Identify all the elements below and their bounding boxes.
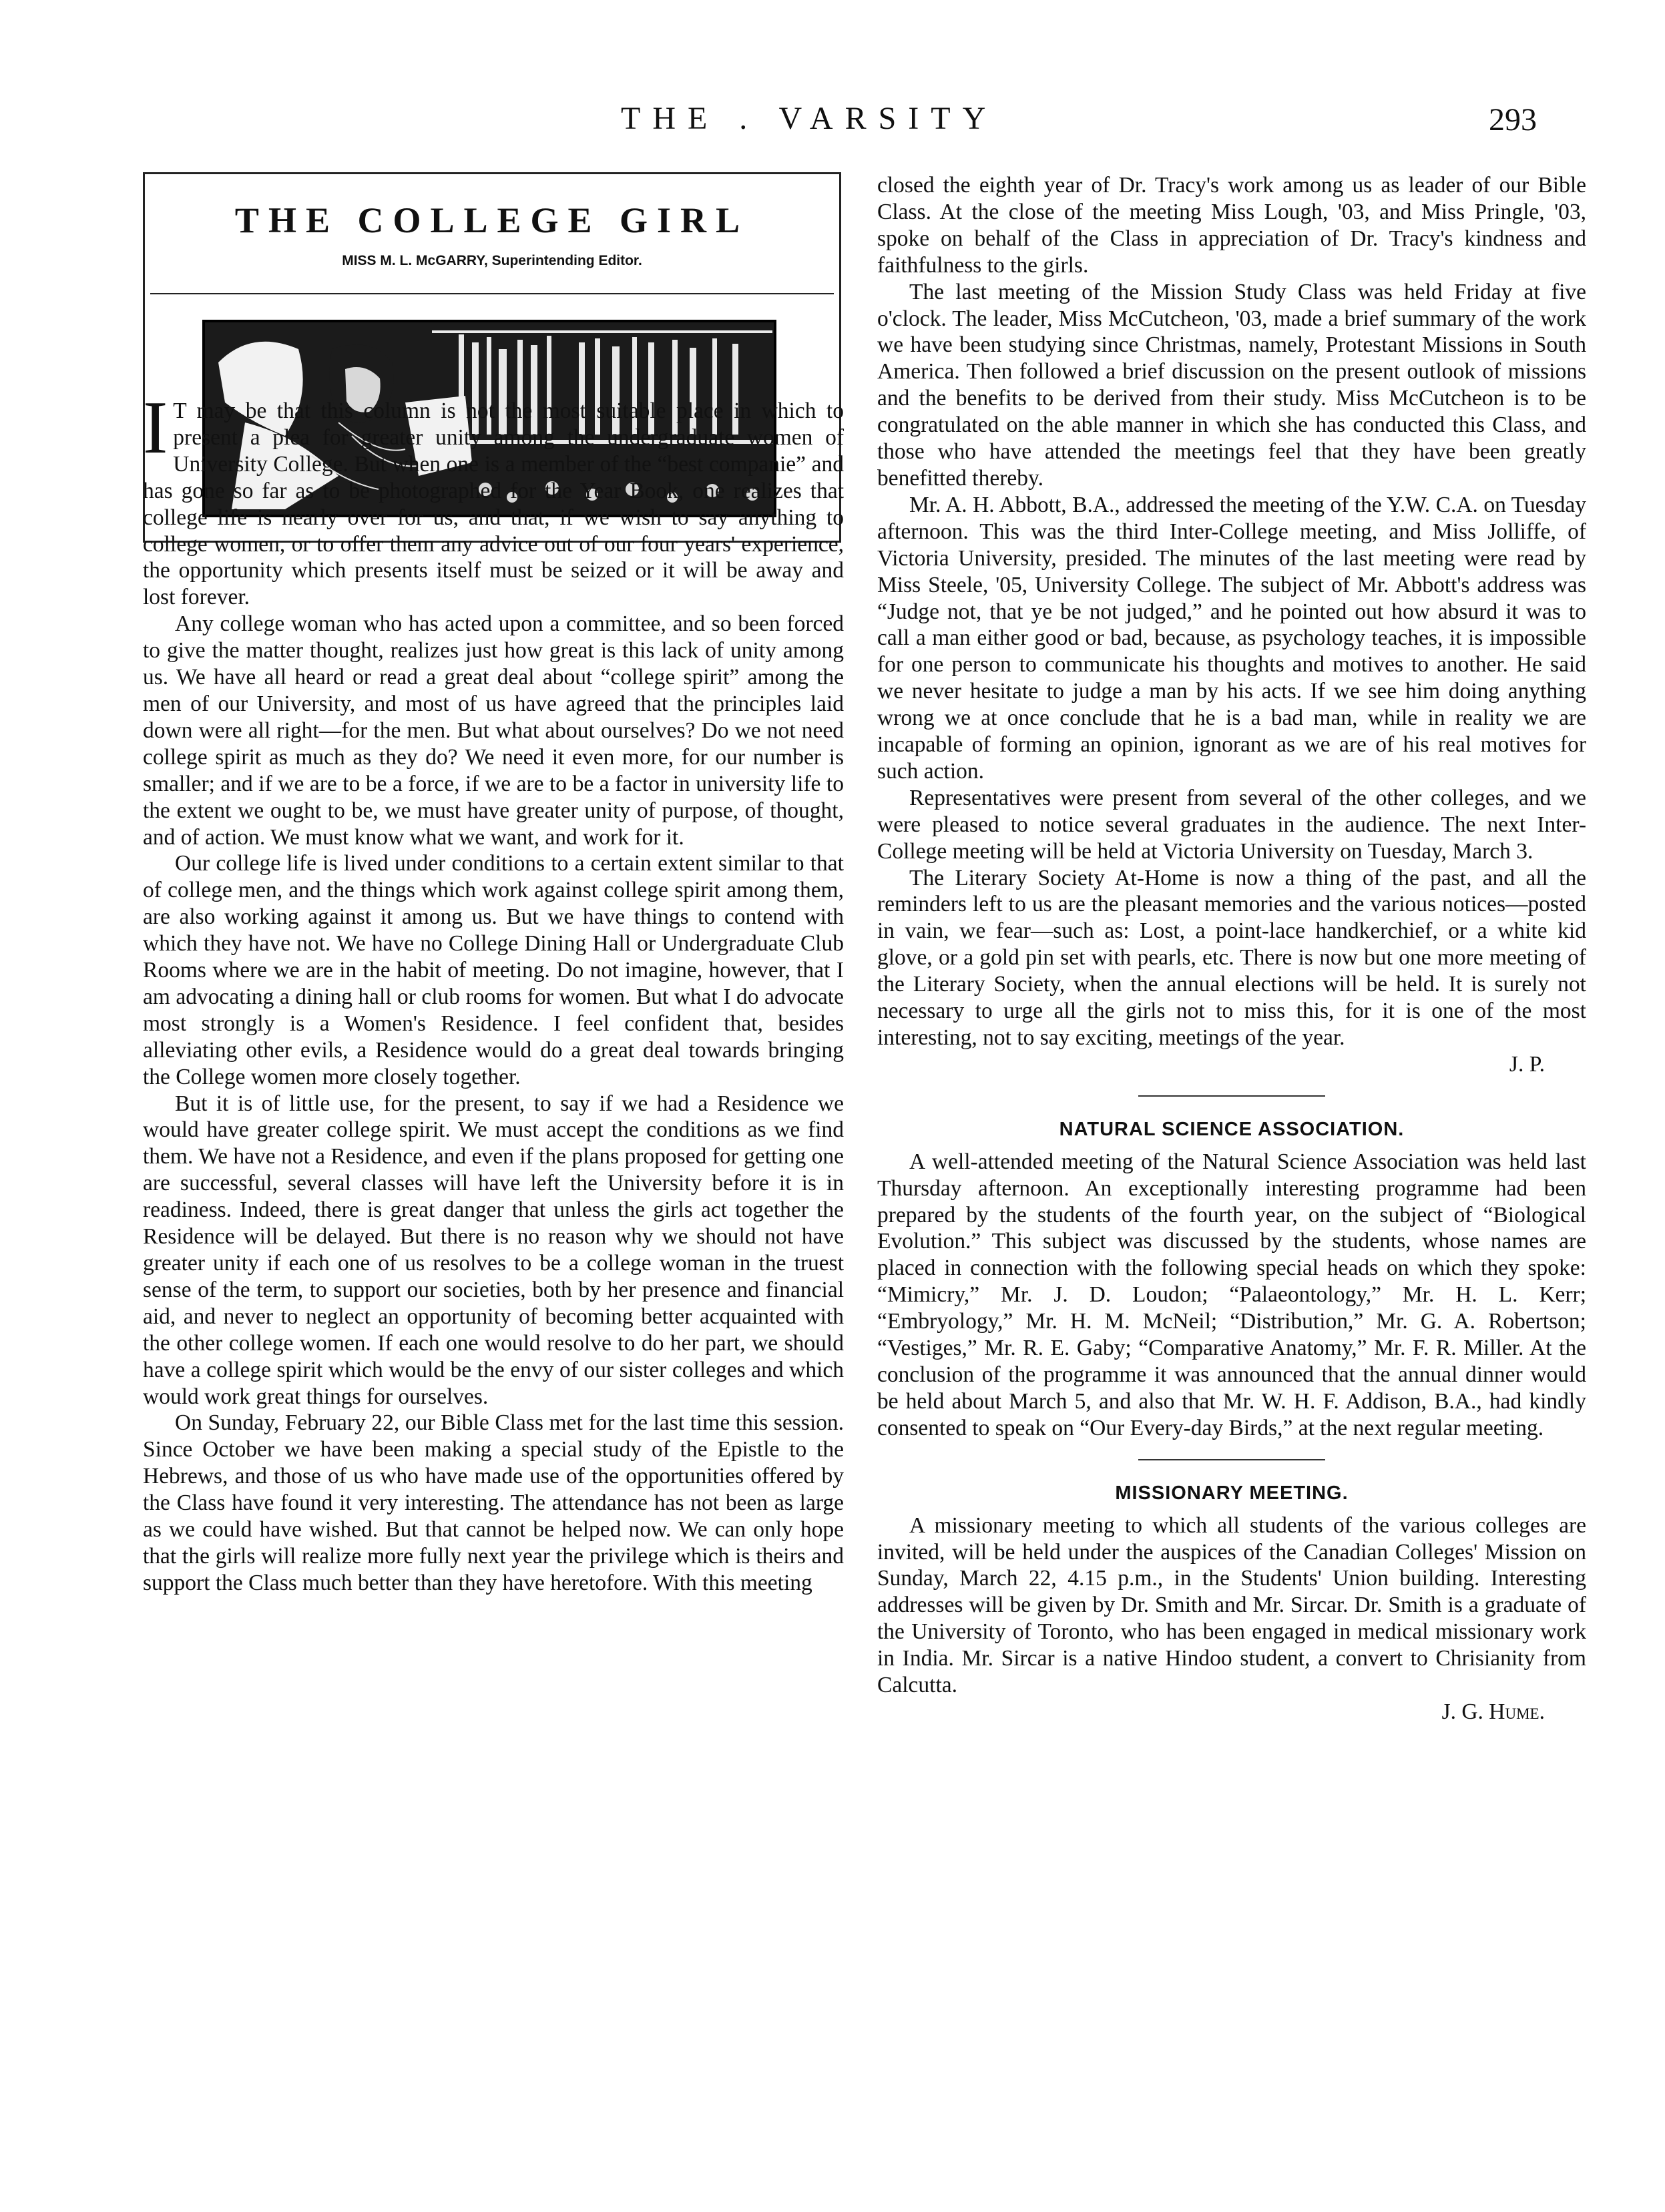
paragraph-college-life: Our college life is lived under conditions to a certain extent similar to that of college men, and the things which work against college spirit among them, are also working against it among us. But we have things to contend with which they have not. We have no College Dining Hall or Undergraduate Club Rooms where we are in the habit of meeting. Do not imagine, however, that I am advocating a dining hall or club rooms for women. But what I do advocate most strongly is a Women's Residence. I feel confident that, besides alleviating other evils, a Residence would do a great deal towards bringing the College women more closely together. [143, 851, 844, 1089]
banner-divider [150, 293, 834, 294]
paragraph-mission-study: The last meeting of the Mission Study Class was held Friday at five o'clock. The leader, Miss McCutcheon, '03, made a brief summary of the work we have been studying since Christmas, namely, Protestant Missions in South America. Then followed a brief discussion on the present outlook of missions and the benefits to be derived from their study. Miss McCutcheon is to be congratulated on the able manner in which she has conducted this Class, and those who have attended the meetings feel that they have been greatly benefitted thereby. [877, 279, 1586, 491]
department-editor-line: MISS M. L. McGARRY, Superintending Editor. [342, 253, 642, 268]
missionary-meeting-heading: MISSIONARY MEETING. [1115, 1482, 1349, 1504]
right-column [877, 172, 1586, 1725]
paragraph-committee: Any college woman who has acted upon a committee, and so been forced to give the matter thought, realizes just how great is this lack of unity among us. We have all heard or read a great deal about “college spirit” among the men of our University, and most of us have agreed that the principles laid down were all right—for the men. But what about ourselves? Do we not need college spirit as much as they do? We need it even more, for our number is smaller; and if we are to be a force, if we are to be a factor in university life to the extent we ought to be, we must have greater unity of purpose, of thought, and of action. We must know what we want, and work for it. [143, 611, 844, 850]
section-divider [1138, 1459, 1325, 1460]
section-divider [1138, 1095, 1325, 1097]
department-title: THE COLLEGE GIRL [234, 200, 750, 240]
paragraph-bible-class-cont: closed the eighth year of Dr. Tracy's work among us as leader of our Bible Class. At the close of the meeting Miss Lough, '03, and Miss Pringle, '03, spoke on behalf of the Class in appreciation of Dr. Tracy's kindness and faithfulness to the girls. [877, 173, 1586, 278]
running-header-title: THE . VARSITY [621, 101, 998, 136]
missionary-meeting-text: A missionary meeting to which all students of the various colleges are invited, will be held under the auspices of the Canadian Colleges' Mission on Sunday, March 22, 4.15 p.m., in the Students' Union building. Interesting addresses will be given by Dr. Smith and Mr. Sircar. Dr. Smith is a graduate of the University of Toronto, who has been engaged in medical missionary work in India. Mr. Sircar is a native Hindoo student, a convert to Chrisianity from Calcutta. [877, 1512, 1586, 1698]
natural-science-heading: NATURAL SCIENCE ASSOCIATION. [1059, 1118, 1405, 1140]
opening-paragraph-text: T may be that this column is not the most suitable place in which to present a plea for greater unity among the undergraduate women of University College. But when one is a member of the “best companie” and has gone so far as to be photographed for the Year Book, one realizes that college life is nearly over for us, and that, if we wish to say anything to college women, or to offer them any advice out of our four years' experience, the opportunity which presents itself must be seized or it will be away and lost forever. [143, 398, 844, 610]
opening-paragraph [143, 386, 844, 611]
paragraph-representatives: Representatives were present from several of the other colleges, and we were pleased to notice several graduates in the audience. The next Inter-College meeting will be held at Victoria University on Tuesday, March 3. [877, 785, 1586, 864]
signature-jp: J. P. [1509, 1051, 1545, 1077]
page-number: 293 [1489, 102, 1537, 137]
left-column [143, 386, 844, 1597]
natural-science-text: A well-attended meeting of the Natural Science Association was held last Thursday afternoon. An exceptionally interesting programme had been prepared by the students of the fourth year, on the subject of “Biological Evolution.” This subject was discussed by the students, whose names are placed in connection with the following special heads on which they spoke: “Mimicry,” Mr. J. D. Loudon; “Palaeontology,” Mr. H. L. Kerr; “Embryology,” Mr. H. M. McNeil; “Distribution,” Mr. G. A. Robertson; “Vestiges,” Mr. R. E. Gaby; “Comparative Anatomy,” Mr. F. R. Miller. At the conclusion of the programme it was announced that the annual dinner would be held about March 5, and also that Mr. W. H. F. Addison, B.A., had kindly consented to speak on “Our Every-day Birds,” at the next regular meeting. [877, 1149, 1586, 1440]
drop-cap-letter: I [143, 386, 168, 469]
paragraph-bible-class: On Sunday, February 22, our Bible Class met for the last time this session. Since October we have been making a special study of the Epistle to the Hebrews, and those of us who have made use of the opportunities offered by the Class have found it very interesting. The attendance has not been as large as we could have wished. But that cannot be helped now. We can only hope that the girls will realize more fully next year the privilege which is theirs and support the Class much better than they have heretofore. With this meeting [143, 1410, 844, 1595]
paragraph-residence: But it is of little use, for the present, to say if we had a Residence we would have greater college spirit. We must accept the conditions as we find them. We have not a Residence, and even if the plans proposed for getting one are successful, several classes will have left the University before it is in readiness. Indeed, there is great danger that unless the girls act together the Residence will be delayed. But there is no reason why we should not have greater unity if each one of us resolves to be a college woman in the truest sense of the term, to support our societies, both by her presence and financial aid, and never to neglect an opportunity of becoming better acquainted with the other college women. If each one would resolve to do her part, we should have a college spirit which would be the envy of our sister colleges and which would work great things for ourselves. [143, 1091, 844, 1409]
signature-jg-hume: J. G. Hume. [1441, 1699, 1545, 1724]
paragraph-ywca: Mr. A. H. Abbott, B.A., addressed the meeting of the Y.W. C.A. on Tuesday afternoon. This was the third Inter-College meeting, and Miss Jolliffe, of Victoria University, presided. The minutes of the last meeting were read by Miss Steele, '05, University College. The subject of Mr. Abbott's address was “Judge not, that ye be not judged,” and he pointed out how absurd it was to call a man either good or bad, because, as psychology teaches, it is impossible for one person to communicate his thoughts and motives to another. He said we never hesitate to judge a man by his acts. If we see him doing anything wrong we at once conclude that he is a bad man, while in reality we are incapable of forming an opinion, ignorant as we are of his real motives for such action. [877, 492, 1586, 784]
paragraph-literary-society: The Literary Society At-Home is now a thing of the past, and all the reminders left to us are the pleasant memories and the various notices—posted in vain, we fear—such as: Lost, a point-lace handkerchief, or a white kid glove, or a gold pin set with pearls, etc. There is now but one more meeting of the Literary Society, when the annual elections will be held. It is surely not necessary to urge all the girls not to miss this, for it is one of the most interesting, not to say exciting, meetings of the year. [877, 865, 1586, 1050]
